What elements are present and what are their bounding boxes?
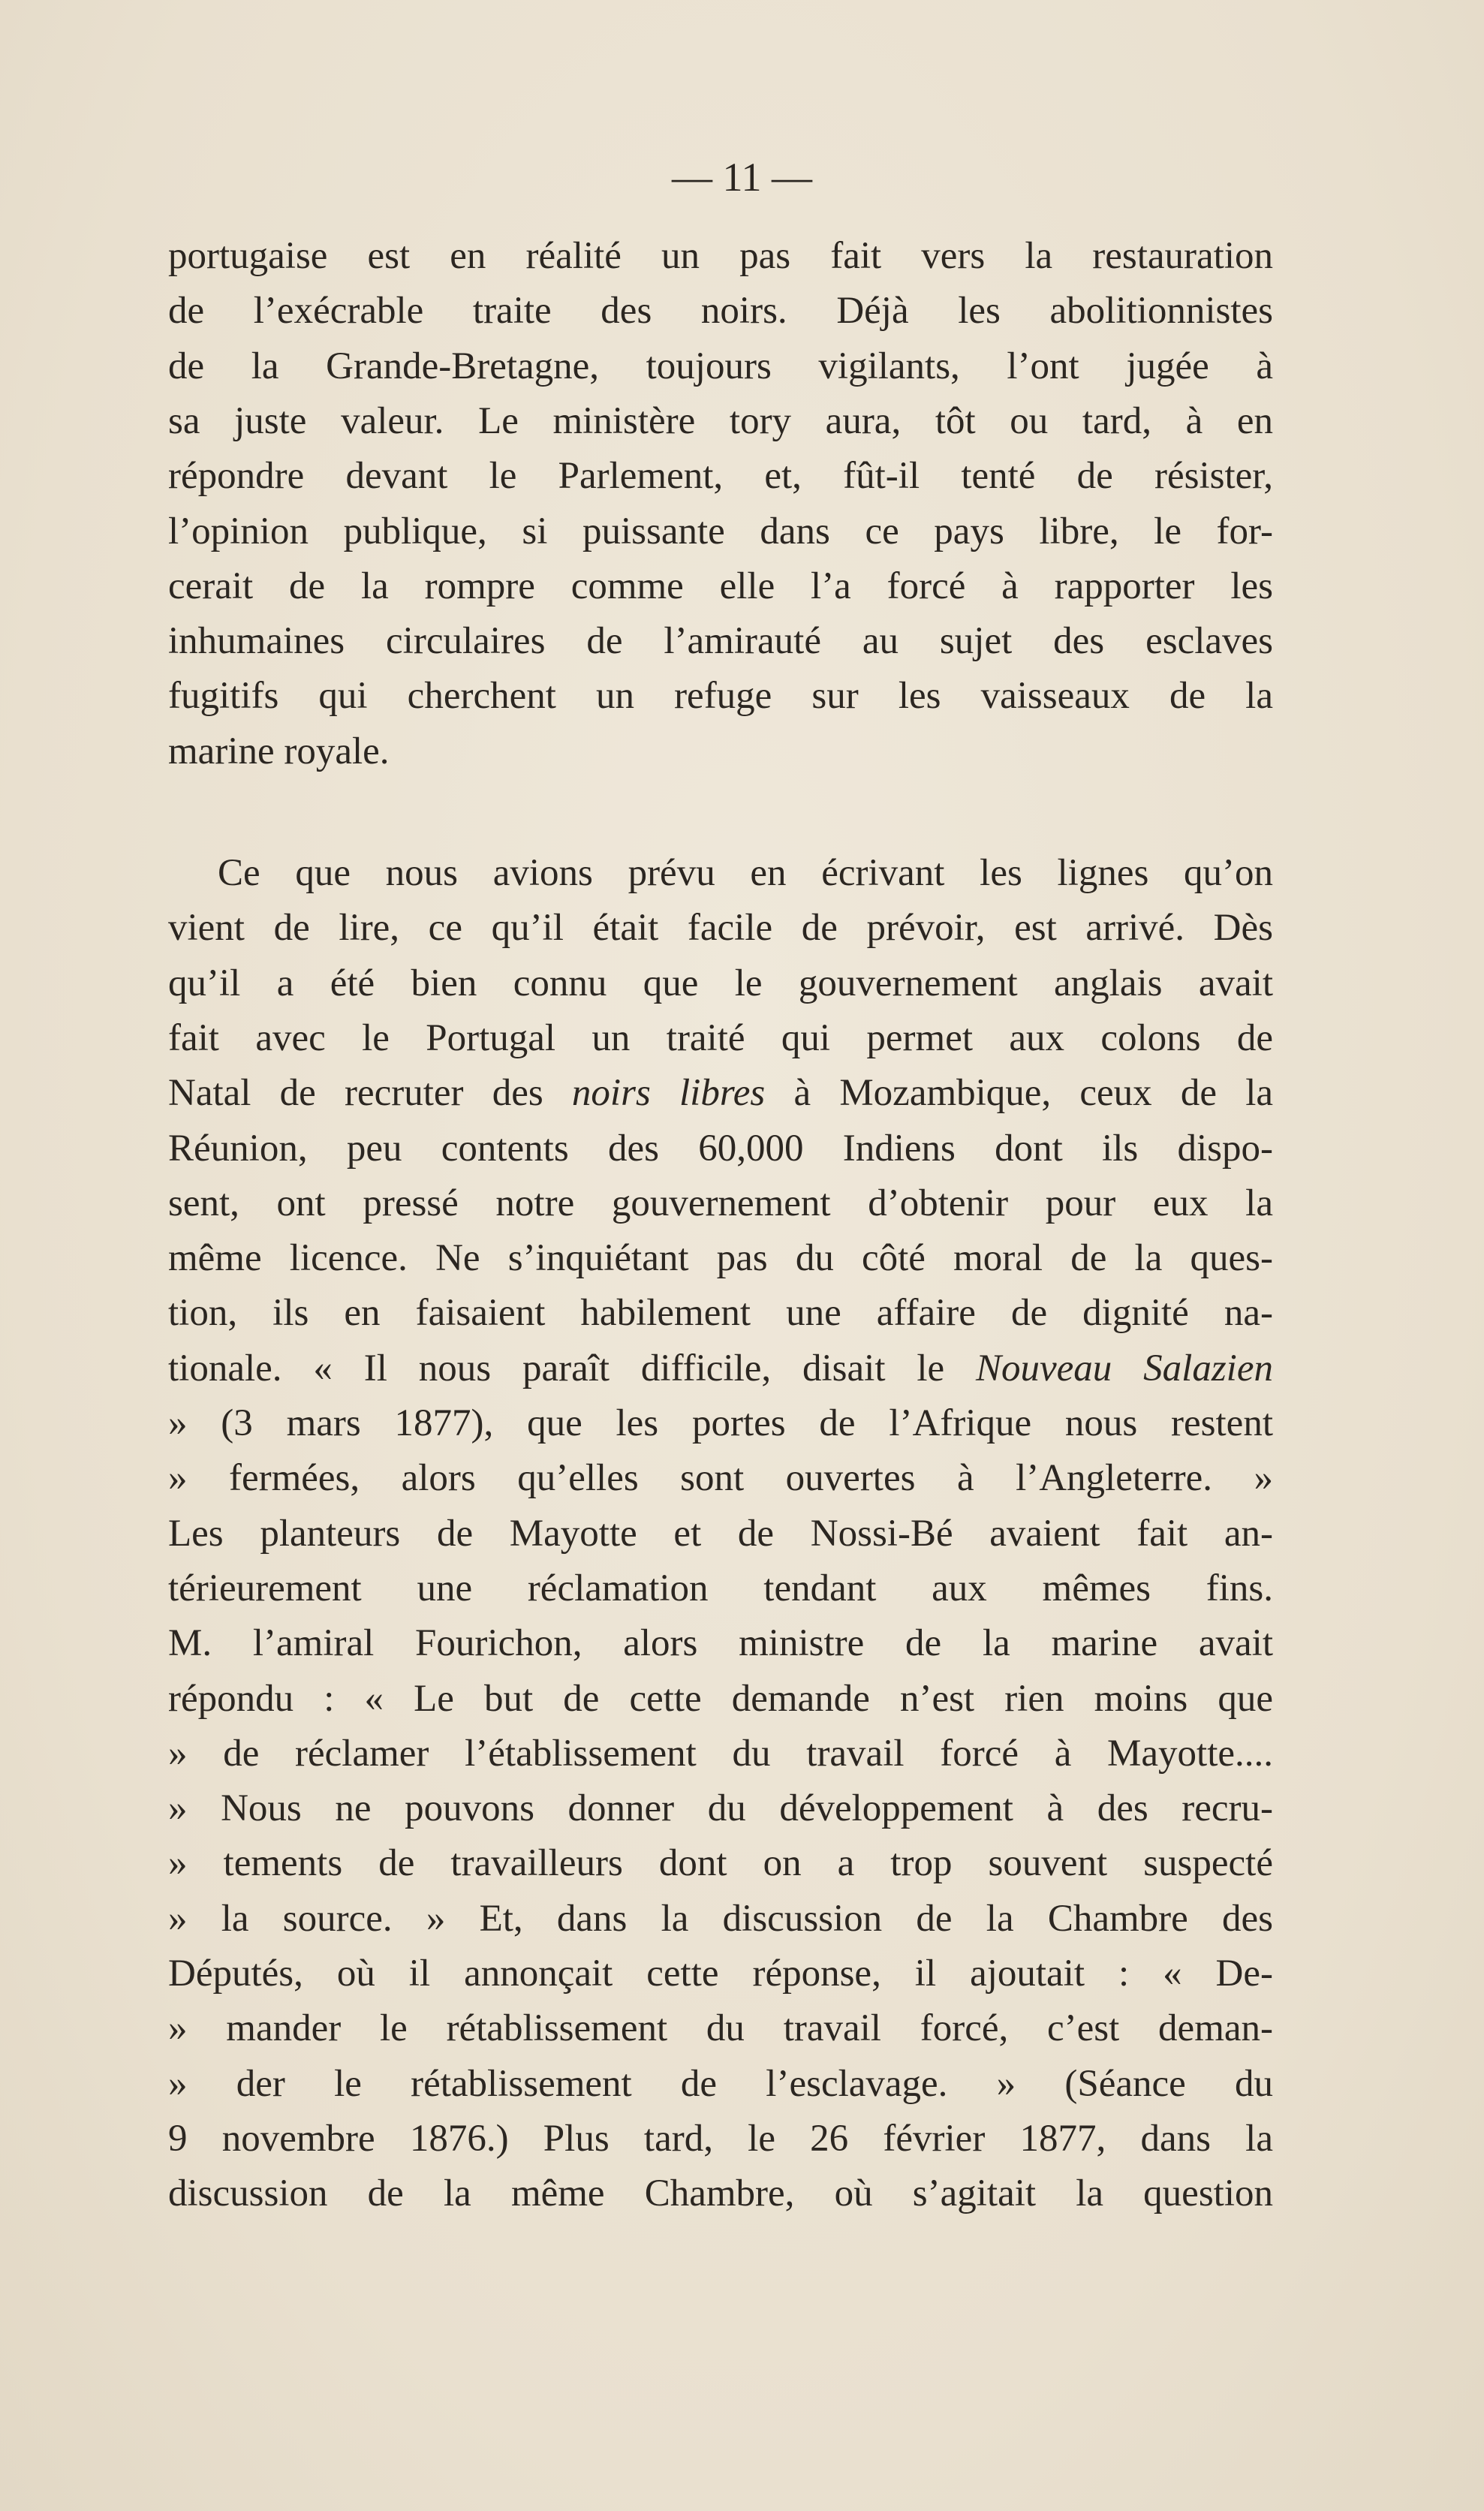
text-run: » fermées, alors qu’elles sont ouvertes à l’Angleterre. » — [168, 1457, 1273, 1500]
text-line — [168, 1561, 1273, 1616]
text-line — [168, 724, 1273, 779]
text-run: même licence. Ne s’inquiétant pas du côté moral de la ques- — [168, 1237, 1273, 1280]
text-line — [218, 846, 1273, 901]
text-line — [168, 1066, 1273, 1121]
text-run: vient de lire, ce qu’il était facile de prévoir, est arrivé. Dès — [168, 907, 1273, 950]
text-run: Députés, où il annonçait cette réponse, il ajoutait : « De- — [168, 1952, 1273, 1995]
text-line — [168, 229, 1273, 284]
text-line — [168, 504, 1273, 559]
text-line — [168, 559, 1273, 614]
text-line — [168, 1231, 1273, 1286]
text-run: discussion de la même Chambre, où s’agitait la question — [168, 2172, 1273, 2215]
text-run: qu’il a été bien connu que le gouvernement anglais avait — [168, 962, 1273, 1004]
text-line — [168, 394, 1273, 449]
italic-title: Nouveau Salazien — [976, 1347, 1273, 1389]
text-run: de l’exécrable traite des noirs. Déjà les abolitionnistes — [168, 290, 1273, 333]
text-line — [168, 1892, 1273, 1946]
italic-title: noirs libres — [571, 1072, 766, 1115]
text-line — [168, 901, 1273, 956]
text-run: sent, ont pressé notre gouvernement d’obtenir pour eux la — [168, 1182, 1273, 1224]
text-run: » mander le rétablissement du travail forcé, c’est deman- — [168, 2007, 1273, 2050]
text-line — [168, 2112, 1273, 2166]
text-run: Natal de recruter des — [168, 1072, 572, 1115]
text-line — [168, 1176, 1273, 1231]
text-run: M. l’amiral Fourichon, alors ministre de la marine avait — [168, 1622, 1273, 1665]
text-line — [168, 2166, 1273, 2221]
text-run: Réunion, peu contents des 60,000 Indiens dont ils dispo- — [168, 1127, 1273, 1170]
text-run: de la Grande-Bretagne, toujours vigilants, l’ont jugée à — [168, 345, 1273, 387]
text-run: Ce que nous avions prévu en écrivant les lignes qu’on — [218, 852, 1273, 894]
text-run: » de réclamer l’établissement du travail forcé à Mayotte.... — [168, 1732, 1273, 1775]
text-run: l’opinion publique, si puissante dans ce pays libre, le for- — [168, 510, 1273, 552]
text-line — [168, 1781, 1273, 1836]
text-run: marine royale. — [168, 730, 390, 772]
text-run: fait avec le Portugal un traité qui permet aux colons de — [168, 1016, 1273, 1059]
text-line — [168, 1011, 1273, 1066]
text-run: cerait de la rompre comme elle l’a forcé à rapporter les — [168, 565, 1273, 607]
text-run: inhumaines circulaires de l’amirauté au sujet des esclaves — [168, 620, 1273, 663]
text-line — [168, 614, 1273, 669]
text-run: à Mozambique, ceux de la — [765, 1072, 1274, 1115]
text-line — [168, 339, 1273, 394]
text-run: tionale. « Il nous paraît difficile, disait le — [168, 1347, 977, 1389]
text-line — [168, 956, 1273, 1011]
text-line — [168, 2001, 1273, 2056]
text-run: térieurement une réclamation tendant aux mêmes fins. — [168, 1567, 1273, 1609]
text-line — [168, 1727, 1273, 1781]
text-line — [168, 1451, 1273, 1506]
text-run: » tements de travailleurs dont on a trop souvent suspecté — [168, 1842, 1273, 1885]
text-line — [168, 1836, 1273, 1891]
text-line — [168, 1507, 1273, 1561]
text-line — [168, 1286, 1273, 1341]
text-run: fugitifs qui cherchent un refuge sur les vaisseaux de la — [168, 675, 1273, 718]
text-run: tion, ils en faisaient habilement une affaire de dignité na- — [168, 1292, 1273, 1335]
text-run: répondre devant le Parlement, et, fût-il tenté de résister, — [168, 455, 1273, 498]
text-line — [168, 1672, 1273, 1727]
text-line — [168, 1396, 1273, 1451]
text-run: » la source. » Et, dans la discussion de la Chambre des — [168, 1897, 1273, 1940]
text-run: sa juste valeur. Le ministère tory aura, tôt ou tard, à en — [168, 399, 1273, 442]
text-line — [168, 284, 1273, 339]
text-run: » (3 mars 1877), que les portes de l’Afrique nous restent — [168, 1402, 1273, 1444]
text-run: » Nous ne pouvons donner du développement à des recru- — [168, 1787, 1273, 1830]
text-line — [168, 449, 1273, 504]
text-line — [168, 1122, 1273, 1176]
text-run: Les planteurs de Mayotte et de Nossi-Bé avaient fait an- — [168, 1512, 1273, 1555]
text-run: portugaise est en réalité un pas fait vers la restauration — [168, 235, 1273, 277]
text-line — [168, 1946, 1273, 2001]
text-line — [168, 669, 1273, 724]
text-line — [168, 1616, 1273, 1671]
text-run: » der le rétablissement de l’esclavage. » (Séance du — [168, 2062, 1273, 2105]
text-run: 9 novembre 1876.) Plus tard, le 26 février 1877, dans la — [168, 2117, 1273, 2160]
text-line — [168, 2057, 1273, 2112]
page-number: — 11 — — [672, 155, 812, 200]
text-line — [168, 1341, 1273, 1396]
text-run: répondu : « Le but de cette demande n’est rien moins que — [168, 1677, 1273, 1720]
